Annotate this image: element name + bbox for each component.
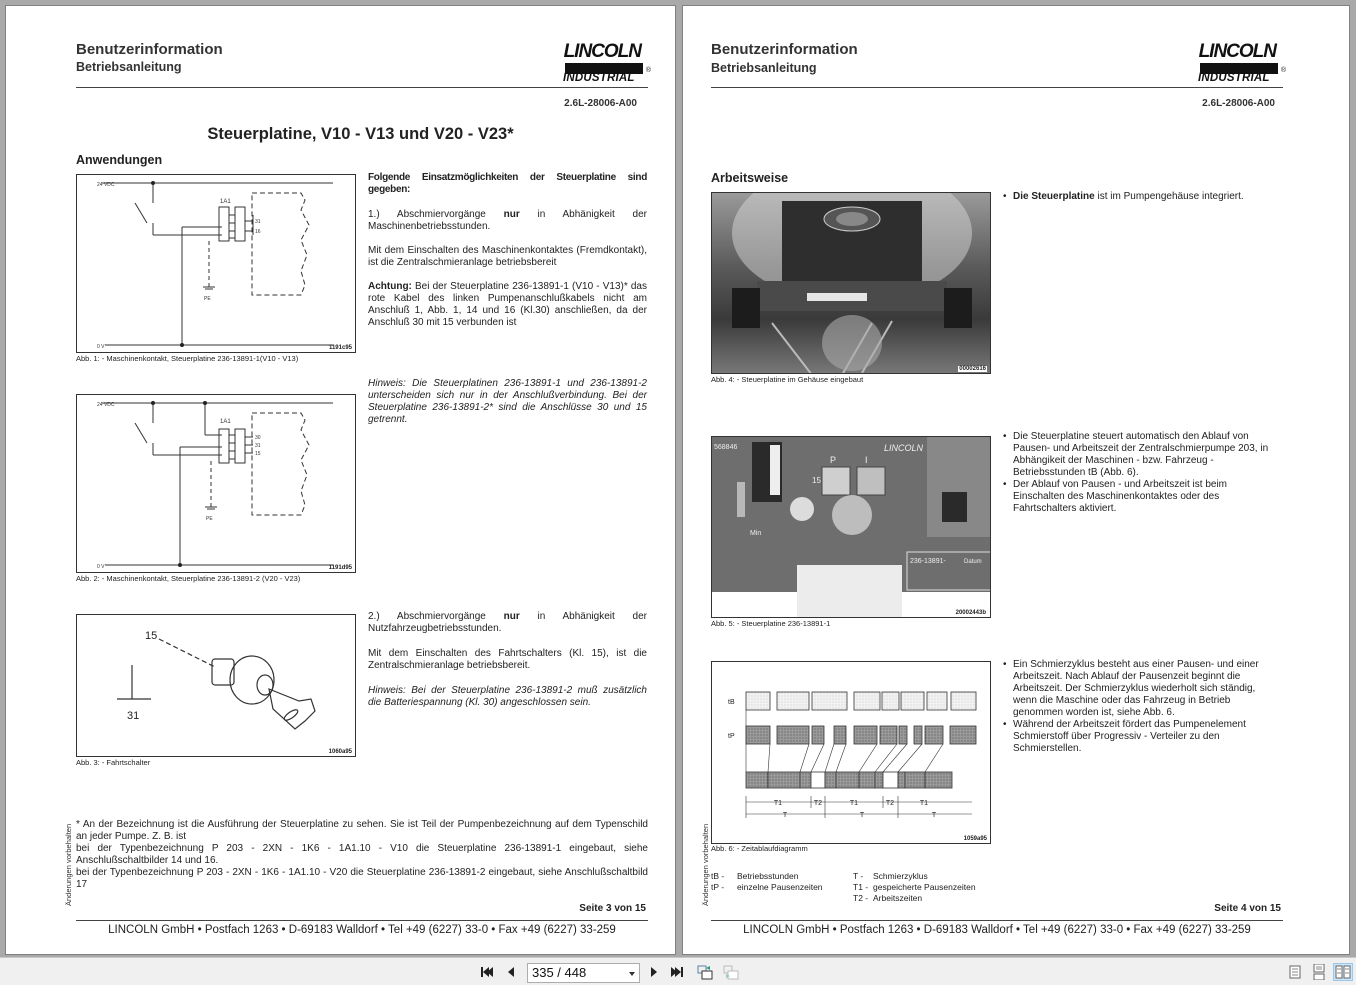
figure-6-caption: Abb. 6: - Zeitablaufdiagramm bbox=[711, 844, 808, 853]
p4-bold: nur bbox=[503, 611, 520, 622]
figure-3-ignition-switch bbox=[76, 614, 356, 757]
next-page-icon bbox=[647, 965, 661, 979]
figure-1-caption: Abb. 1: - Maschinenkontakt, Steuerplatine 236-13891-1(V10 - V13) bbox=[76, 354, 299, 363]
label-pe: PE bbox=[204, 296, 211, 302]
p4-suffix: in Abhänigkeit der Nutzfahrzeugbetriebsstunden. bbox=[368, 611, 647, 634]
page-number: Seite 3 von 15 bbox=[579, 903, 646, 914]
pin-15: 15 bbox=[255, 451, 261, 457]
header-subtitle: Betriebsanleitung bbox=[711, 61, 817, 75]
bullet-bold: Die Steuerplatine bbox=[1013, 191, 1095, 202]
page-number: Seite 4 von 15 bbox=[1214, 903, 1281, 914]
doc-number: 2.6L-28006-A00 bbox=[1202, 98, 1275, 109]
p1-bold: nur bbox=[503, 209, 520, 220]
pin-16: 16 bbox=[255, 229, 261, 235]
header-subtitle: Betriebsanleitung bbox=[76, 60, 182, 74]
board-label-partno: 236-13891- bbox=[910, 558, 946, 565]
legend-key: T - bbox=[853, 871, 864, 881]
footnote-line-1: * An der Bezeichnung ist die Ausführung der Steuerplatine zu sehen. Sie ist Teil der Pumpenbezeichnung auf dem Typenschild an jeder Pumpe. Z. B. ist bbox=[76, 819, 648, 842]
interval-t1: T1 bbox=[919, 800, 929, 807]
figure-code: 00002616 bbox=[959, 366, 986, 372]
board-label-min: Min bbox=[750, 530, 762, 537]
warning-label: Achtung: bbox=[368, 281, 412, 292]
figure-4-photo bbox=[711, 192, 991, 374]
interval-t2: T2 bbox=[885, 800, 895, 807]
timing-diagram bbox=[712, 662, 991, 844]
next-page-button[interactable] bbox=[645, 963, 663, 981]
figure-2-wiring-diagram bbox=[76, 394, 356, 573]
continuous-view-button[interactable] bbox=[1310, 963, 1328, 981]
footnote-line-3: bei der Typenbezeichnung P 203 - 2XN - 1K6 - 1A1.10 - V20 die Steuerplatine 236-13891-2 eingebaut, siehe Anschlußschaltbild 17 bbox=[76, 867, 648, 890]
legend-value: Betriebsstunden bbox=[737, 871, 799, 881]
section-heading: Arbeitsweise bbox=[711, 171, 789, 185]
cycle-t: T bbox=[859, 812, 865, 819]
doc-number: 2.6L-28006-A00 bbox=[564, 98, 637, 109]
label-24vdc: 24 VDC bbox=[97, 402, 115, 408]
last-page-icon bbox=[670, 965, 684, 979]
paragraph-3-warning bbox=[368, 281, 647, 329]
header-title: Benutzerinformation bbox=[76, 41, 223, 58]
figure-4-caption: Abb. 4: - Steuerplatine im Gehäuse eingebaut bbox=[711, 375, 864, 384]
facing-pages-view-button[interactable] bbox=[1333, 963, 1353, 981]
board-label-datum: Datum bbox=[964, 559, 982, 565]
header-title: Benutzerinformation bbox=[711, 41, 858, 58]
logo-text-bottom: INDUSTRIAL bbox=[1198, 72, 1270, 84]
lincoln-logo bbox=[563, 41, 651, 87]
bullet-list-1 bbox=[1003, 191, 1283, 203]
footer-divider bbox=[711, 920, 1283, 921]
figure-2-caption: Abb. 2: - Maschinenkontakt, Steuerplatine 236-13891-2 (V20 - V23) bbox=[76, 574, 301, 583]
board-label-lincoln: LINCOLN bbox=[884, 443, 924, 453]
figure-code: 20002443b bbox=[955, 610, 986, 616]
figure-code: 1059a95 bbox=[963, 836, 987, 842]
board-label-p: P bbox=[830, 455, 837, 465]
bullet-item: • Der Ablauf von Pausen - und Arbeitszeit ist beim Einschalten des Maschinenkontaktes oder des Fahrtschalters aktiviert. bbox=[1003, 479, 1281, 515]
footnote-line-2: bei der Typenbezeichnung P 203 - 2XN - 1K6 - 1A1.10 - V10 die Steuerplatine 236-13891-1 eingebaut, siehe Anschlußschaltbilder 14 und 16. bbox=[76, 843, 648, 866]
first-page-icon bbox=[480, 965, 494, 979]
warning-text: Bei der Steuerplatine 236-13891-1 (V10 - V13)* das rote Kabel des linken Pumpenanschlußkabels nicht am Anschluß 1, Abb. 1, 14 und 16 (Kl.30) anschließen, da der Anschluß 30 mit 15 verbunden ist bbox=[368, 281, 647, 328]
pump-housing-photo bbox=[712, 193, 991, 374]
row-label-tp: tP bbox=[728, 733, 735, 740]
navigate-forward-button[interactable] bbox=[722, 963, 740, 981]
legend-value: gespeicherte Pausenzeiten bbox=[873, 882, 976, 892]
header-divider bbox=[76, 87, 648, 88]
logo-registered: ® bbox=[1280, 67, 1286, 74]
bullet-item: • Ein Schmierzyklus besteht aus einer Pausen- und einer Arbeitszeit. Nach Ablauf der Pausenzeit beginnt die Arbeitszeit. Der Schmierzyklus wiederholt sich ständig, wenn die Maschine oder das Fahrzeug in Betrieb genommen worden ist, siehe Abb. 6. bbox=[1003, 659, 1281, 719]
paragraph-5: Mit dem Einschalten des Fahrtschalters (Kl. 15), ist die Zentralschmieranlage betriebsbereit. bbox=[368, 648, 647, 671]
page-title: Steuerplatine, V10 - V13 und V20 - V23* bbox=[207, 125, 514, 143]
page-3 bbox=[5, 5, 676, 955]
paragraph-1 bbox=[368, 209, 647, 233]
lincoln-logo bbox=[1198, 41, 1286, 87]
pin-30: 30 bbox=[255, 435, 261, 441]
label-1a1: 1A1 bbox=[220, 419, 231, 425]
legend-key: T2 - bbox=[853, 893, 869, 903]
ignition-switch-drawing bbox=[77, 615, 356, 757]
single-page-view-button[interactable] bbox=[1286, 963, 1304, 981]
footer-address: LINCOLN GmbH • Postfach 1263 • D-69183 Walldorf • Tel +49 (6227) 33-0 • Fax +49 (6227) 33-259 bbox=[108, 924, 616, 936]
logo-text-top: LINCOLN bbox=[1198, 41, 1276, 62]
side-note-vertical: Änderungen vorbehalten bbox=[64, 823, 73, 906]
interval-t1: T1 bbox=[773, 800, 783, 807]
last-page-button[interactable] bbox=[668, 963, 686, 981]
logo-registered: ® bbox=[645, 67, 651, 74]
board-label-15: 15 bbox=[812, 476, 821, 485]
hint-2: Hinweis: Bei der Steuerplatine 236-13891-2 muß zusätzlich die Batteriespannung (Kl. 30) angeschlossen sein. bbox=[368, 685, 647, 708]
page-4 bbox=[682, 5, 1350, 955]
legend-left bbox=[711, 871, 823, 893]
footer-divider bbox=[76, 920, 648, 921]
page-indicator: 335 / 448 bbox=[532, 965, 587, 980]
circuit-board-photo bbox=[712, 437, 991, 618]
figure-6-timing-diagram bbox=[711, 661, 991, 844]
bullet-item: • Während der Arbeitszeit fördert das Pumpenelement Schmierstoff über Progressiv - Verteiler zu den Schmierstellen. bbox=[1003, 719, 1281, 755]
board-label: 568846 bbox=[714, 444, 738, 451]
legend-key: T1 - bbox=[853, 882, 869, 892]
navigate-forward-icon bbox=[723, 964, 739, 980]
pin-31: 31 bbox=[255, 219, 261, 225]
legend-key: tP - bbox=[711, 882, 725, 892]
legend-value: Arbeitszeiten bbox=[873, 893, 923, 903]
interval-t2: T2 bbox=[813, 800, 823, 807]
legend-key: tB - bbox=[711, 871, 725, 881]
label-15: 15 bbox=[145, 630, 158, 642]
cycle-t: T bbox=[931, 812, 937, 819]
bullet-list-2 bbox=[1003, 431, 1281, 515]
figure-code: 1191d95 bbox=[328, 565, 352, 571]
label-1a1: 1A1 bbox=[220, 199, 231, 205]
logo-text-bottom: INDUSTRIAL bbox=[563, 72, 635, 84]
dropdown-arrow-icon bbox=[629, 972, 635, 976]
bullet-list-3 bbox=[1003, 659, 1281, 755]
figure-1-wiring-diagram bbox=[76, 174, 356, 353]
paragraph-4 bbox=[368, 611, 647, 635]
cycle-t: T bbox=[782, 812, 788, 819]
figure-code: 1060a95 bbox=[328, 749, 352, 755]
label-0v: 0 V bbox=[97, 344, 105, 350]
viewer-toolbar bbox=[0, 957, 1356, 985]
previous-page-button[interactable] bbox=[502, 963, 520, 981]
label-24vdc: 24 VDC bbox=[97, 182, 115, 188]
label-pe: PE bbox=[206, 516, 213, 522]
navigate-back-icon bbox=[697, 964, 713, 980]
bullet-text: ist im Pumpengehäuse integriert. bbox=[1094, 191, 1244, 202]
continuous-view-icon bbox=[1313, 964, 1325, 980]
label-0v: 0 V bbox=[97, 564, 105, 570]
section-heading: Anwendungen bbox=[76, 153, 163, 167]
logo-text-top: LINCOLN bbox=[563, 41, 641, 62]
figure-5-caption: Abb. 5: - Steuerplatine 236-13891-1 bbox=[711, 619, 831, 628]
side-note-vertical: Änderungen vorbehalten bbox=[701, 823, 710, 906]
legend-value: einzelne Pausenzeiten bbox=[737, 882, 823, 892]
legend-value: Schmierzyklus bbox=[873, 871, 928, 881]
interval-t1: T1 bbox=[849, 800, 859, 807]
page-number-select[interactable] bbox=[527, 963, 640, 983]
figure-code: 1191c95 bbox=[328, 345, 352, 351]
p1-prefix: 1.) Abschmiervorgänge bbox=[368, 209, 504, 220]
header-divider bbox=[711, 87, 1283, 88]
row-label-tb: tB bbox=[728, 699, 735, 706]
p4-prefix: 2.) Abschmiervorgänge bbox=[368, 611, 504, 622]
figure-5-photo bbox=[711, 436, 991, 618]
board-label-i: I bbox=[865, 455, 868, 465]
paragraph-2: Mit dem Einschalten des Maschinenkontaktes (Fremdkontakt), ist die Zentralschmieranlage betriebsbereit bbox=[368, 245, 647, 268]
bullet-item bbox=[1003, 191, 1283, 203]
p1-suffix: in Abhänigkeit der Maschinenbetriebsstunden. bbox=[368, 209, 647, 232]
previous-page-icon bbox=[504, 965, 518, 979]
footer-address: LINCOLN GmbH • Postfach 1263 • D-69183 Walldorf • Tel +49 (6227) 33-0 • Fax +49 (6227) 33-259 bbox=[743, 924, 1251, 936]
figure-3-caption: Abb. 3: - Fahrtschalter bbox=[76, 758, 151, 767]
navigate-back-button[interactable] bbox=[696, 963, 714, 981]
first-page-button[interactable] bbox=[478, 963, 496, 981]
footnote bbox=[76, 819, 648, 891]
hint-1: Hinweis: Die Steuerplatinen 236-13891-1 und 236-13891-2 unterscheiden sich nur in der Anschlußverbindung. Bei der Steuerplatine 236-13891-2* sind die Anschlüsse 30 und 15 getrennt. bbox=[368, 378, 647, 425]
wiring-diagram-2 bbox=[77, 395, 356, 573]
facing-pages-icon bbox=[1335, 965, 1351, 979]
pin-31: 31 bbox=[255, 443, 261, 449]
wiring-diagram-1 bbox=[77, 175, 356, 353]
single-page-icon bbox=[1289, 965, 1301, 979]
legend-right bbox=[853, 871, 976, 904]
label-31: 31 bbox=[127, 710, 140, 722]
bullet-item: • Die Steuerplatine steuert automatisch den Ablauf von Pausen- und Arbeitszeit der Zentralschmierpumpe 203, in Abhängikeit der Maschinen - bzw. Fahrzeug - Betriebsstunden tB (Abb. 6). bbox=[1003, 431, 1281, 479]
intro-text: Folgende Einsatzmöglichkeiten der Steuerplatine sind gegeben: bbox=[368, 172, 647, 195]
